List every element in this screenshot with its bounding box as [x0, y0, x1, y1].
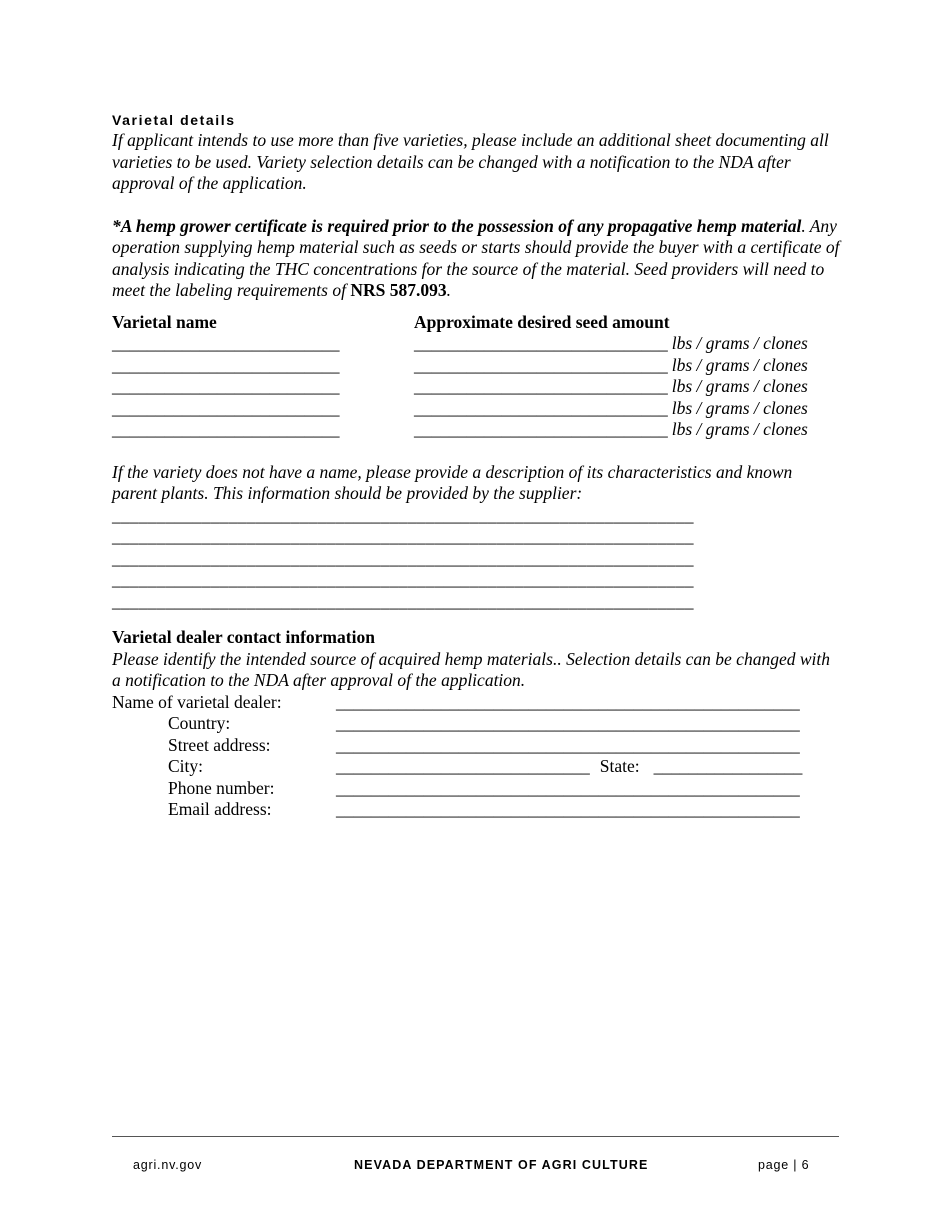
- description-line[interactable]: _________________________________________________________________: [112, 569, 694, 589]
- city-field[interactable]: _____________________________: [336, 756, 590, 776]
- varietal-table-header: [112, 312, 840, 334]
- unit-label: lbs / grams / clones: [671, 419, 808, 439]
- footer-department: NEVADA DEPARTMENT OF AGRI CULTURE: [354, 1158, 649, 1172]
- state-field[interactable]: _________________: [653, 756, 803, 776]
- varietal-row: [112, 419, 840, 441]
- description-prompt: If the variety does not have a name, please provide a description of its characteristics and known parent plants. This information should be provided by the supplier:: [112, 461, 793, 503]
- seed-amount-field[interactable]: _____________________________: [414, 397, 668, 418]
- varietal-rows: [112, 333, 840, 441]
- description-lines: [112, 505, 840, 613]
- country-row: [112, 713, 840, 735]
- varietal-name-field[interactable]: __________________________: [112, 354, 340, 375]
- seed-amount-header: Approximate desired seed amount: [414, 311, 670, 332]
- varietal-table: [112, 312, 840, 441]
- varietal-name-field[interactable]: __________________________: [112, 397, 340, 418]
- city-state-row: [112, 756, 840, 778]
- dealer-name-label: Name of varietal dealer:: [112, 691, 282, 712]
- varietal-name-field[interactable]: __________________________: [112, 333, 340, 353]
- country-label: Country:: [168, 713, 231, 733]
- varietal-row: [112, 376, 840, 398]
- street-address-field[interactable]: _____________________________________________________: [336, 734, 800, 755]
- phone-label: Phone number:: [168, 777, 275, 798]
- certificate-details: . Any operation supplying hemp material such as seeds or starts should provide the buyer with a certificate of analysis indicating the THC concentrations for the source of the material. Seed providers will need to meet the labeling requirements of: [112, 215, 840, 300]
- seed-amount-field[interactable]: _____________________________: [414, 354, 668, 375]
- varietal-name-field[interactable]: __________________________: [112, 376, 340, 396]
- seed-amount-field[interactable]: _____________________________: [414, 333, 668, 353]
- varietal-details-heading: Varietal details: [112, 112, 236, 128]
- seed-amount-field[interactable]: _____________________________: [414, 419, 668, 439]
- certificate-notice: *A hemp grower certificate is required prior to the possession of any propagative hemp material. Any operation supplying hemp material such as seeds or starts should provide the buyer with a certificate of analysis indicating the THC concentrations for the source of the material. Seed providers will need to meet the labeling requirements of NRS 587.093.: [112, 215, 840, 300]
- varietal-details-intro: If applicant intends to use more than five varieties, please include an additional sheet documenting all varieties to be used. Variety selection details can be changed with a notification to the NDA after approval of the application.: [112, 130, 829, 193]
- nrs-reference: NRS 587.093: [350, 280, 447, 300]
- description-line[interactable]: _________________________________________________________________: [112, 547, 694, 568]
- unit-label: lbs / grams / clones: [671, 397, 808, 418]
- dealer-contact-heading: Varietal dealer contact information: [112, 627, 375, 647]
- varietal-row: [112, 398, 840, 420]
- unit-label: lbs / grams / clones: [671, 354, 808, 375]
- street-row: [112, 735, 840, 757]
- varietal-name-header: Varietal name: [112, 311, 217, 332]
- city-label: City:: [168, 756, 204, 776]
- email-label: Email address:: [168, 799, 272, 819]
- country-field[interactable]: _____________________________________________________: [336, 713, 800, 733]
- description-line[interactable]: _________________________________________________________________: [112, 526, 694, 546]
- description-line[interactable]: _________________________________________________________________: [112, 504, 694, 525]
- email-row: [112, 799, 840, 821]
- street-address-label: Street address:: [168, 734, 271, 755]
- seed-amount-field[interactable]: _____________________________: [414, 376, 668, 396]
- state-label: State:: [599, 756, 640, 776]
- document-body: [112, 110, 840, 821]
- footer-website: agri.nv.gov: [133, 1158, 203, 1172]
- phone-row: [112, 778, 840, 800]
- footer-page-number: page | 6: [758, 1158, 810, 1172]
- dealer-name-row: [112, 692, 840, 714]
- unit-label: lbs / grams / clones: [671, 333, 808, 353]
- varietal-row: [112, 355, 840, 377]
- phone-field[interactable]: _____________________________________________________: [336, 777, 800, 798]
- dealer-name-field[interactable]: _____________________________________________________: [336, 691, 800, 712]
- varietal-row: [112, 333, 840, 355]
- dealer-prompt: Please identify the intended source of acquired hemp materials.. Selection details can be changed with a notification to the NDA after approval of the application.: [112, 648, 830, 690]
- email-field[interactable]: _____________________________________________________: [336, 799, 800, 819]
- varietal-name-field[interactable]: __________________________: [112, 419, 340, 439]
- certificate-requirement: *A hemp grower certificate is required prior to the possession of any propagative hemp material: [112, 215, 802, 236]
- description-line[interactable]: _________________________________________________________________: [112, 590, 694, 611]
- unit-label: lbs / grams / clones: [671, 376, 808, 396]
- footer-divider: [112, 1136, 839, 1137]
